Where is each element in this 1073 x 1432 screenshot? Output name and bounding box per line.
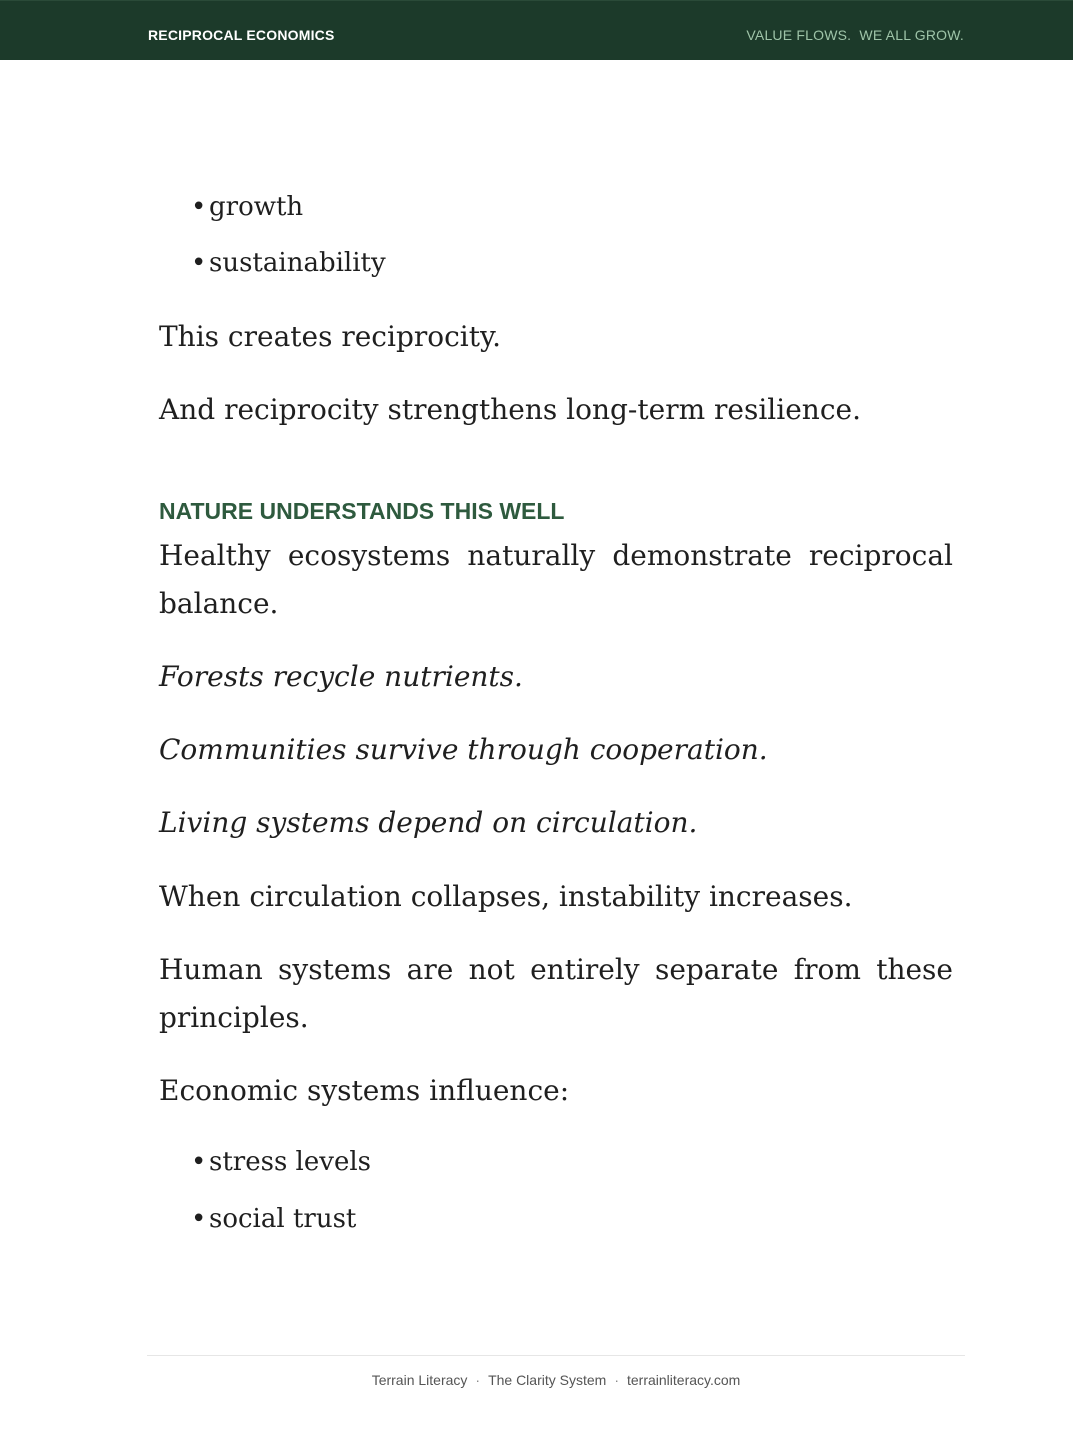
italic-line: Forests recycle nutrients.: [159, 660, 523, 693]
paragraph-human-systems: Human systems are not entirely separate from these principles.: [159, 953, 953, 1034]
tagline: VALUE FLOWS. WE ALL GROW.: [746, 27, 964, 43]
footer-site: terrainliteracy.com: [626, 1372, 741, 1388]
header-bar: [0, 0, 1073, 60]
list-item-text: growth: [209, 192, 304, 222]
list-item: [191, 190, 303, 224]
footer-brand: Terrain Literacy: [371, 1372, 468, 1388]
paragraph-circulation: When circulation collapses, instability increases.: [159, 880, 853, 913]
paragraph-ecosystems: Healthy ecosystems naturally demonstrate reciprocal balance.: [159, 539, 953, 620]
italic-line: Living systems depend on circulation.: [159, 806, 698, 839]
paragraph-resilience: And reciprocity strengthens long-term resilience.: [159, 393, 861, 426]
bullet-glyph: •: [191, 1204, 207, 1234]
bullet-glyph: •: [191, 248, 207, 278]
footer-system: The Clarity System: [488, 1372, 607, 1388]
list-item-text: stress levels: [209, 1147, 371, 1177]
list-item-text: social trust: [209, 1204, 357, 1234]
list-item: [191, 1202, 356, 1236]
bullet-glyph: •: [191, 192, 207, 222]
section-heading: NATURE UNDERSTANDS THIS WELL: [159, 498, 565, 524]
list-item: [191, 1145, 371, 1179]
italic-line: Communities survive through cooperation.: [159, 733, 768, 766]
list-item: [191, 246, 386, 280]
paragraph-economic-influence: Economic systems influence:: [159, 1074, 570, 1107]
paragraph-reciprocity: This creates reciprocity.: [159, 320, 502, 353]
footer-divider: [147, 1355, 965, 1356]
bullet-glyph: •: [191, 1147, 207, 1177]
footer: [147, 1370, 965, 1390]
list-item-text: sustainability: [209, 248, 386, 278]
brand-title: RECIPROCAL ECONOMICS: [148, 27, 335, 43]
footer-separator: ·: [614, 1372, 619, 1388]
footer-separator: ·: [475, 1372, 481, 1388]
